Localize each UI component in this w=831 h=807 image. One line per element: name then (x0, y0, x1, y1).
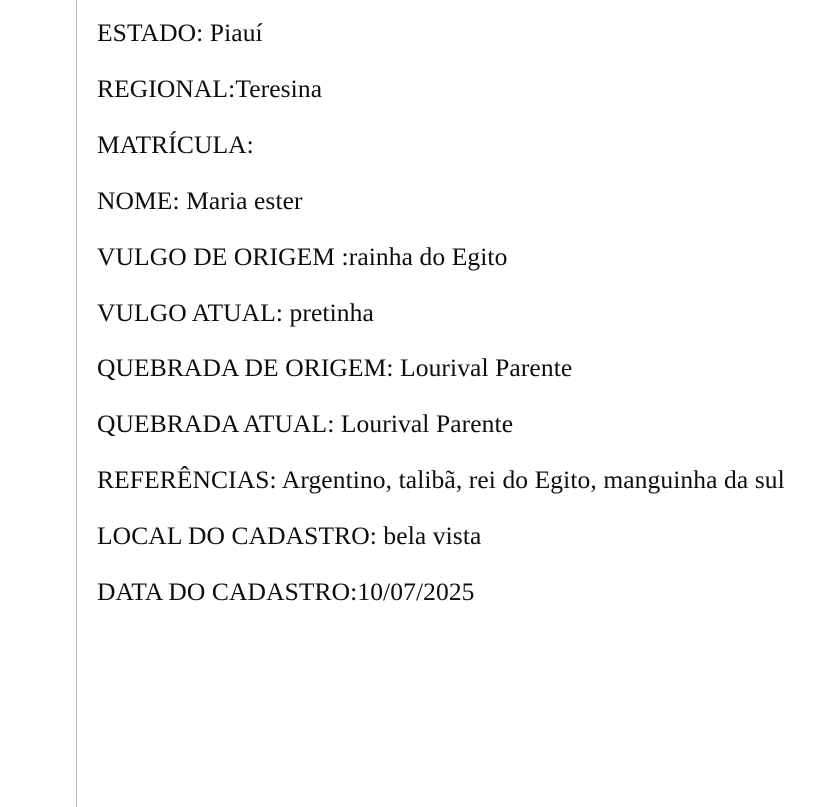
field-vulgo-atual-value: pretinha (283, 297, 374, 327)
field-quebrada-origem-label: QUEBRADA DE ORIGEM: (97, 353, 394, 383)
field-matricula (97, 128, 813, 162)
field-local-cadastro (97, 519, 813, 553)
field-local-cadastro-label: LOCAL DO CADASTRO: (97, 521, 377, 551)
field-quebrada-origem-value: Lourival Parente (393, 353, 573, 383)
field-referencias-label: REFERÊNCIAS: (97, 465, 277, 495)
field-local-cadastro-value: bela vista (376, 521, 482, 551)
field-nome-value: Maria ester (179, 185, 303, 215)
field-regional-label: REGIONAL: (97, 73, 236, 103)
field-quebrada-atual-value: Lourival Parente (334, 409, 514, 439)
field-vulgo-origem-value: rainha do Egito (348, 241, 508, 271)
field-vulgo-origem-label: VULGO DE ORIGEM : (97, 241, 349, 271)
field-data-cadastro-label: DATA DO CADASTRO: (97, 577, 358, 607)
field-quebrada-atual-label: QUEBRADA ATUAL: (97, 409, 335, 439)
field-referencias (97, 463, 813, 497)
field-data-cadastro-value: 10/07/2025 (357, 577, 475, 607)
field-quebrada-atual (97, 407, 813, 441)
field-matricula-label: MATRÍCULA: (97, 129, 254, 159)
field-referencias-value: Argentino, talibã, rei do Egito, manguinha da sul (276, 465, 785, 495)
field-quebrada-origem (97, 351, 813, 385)
field-nome-label: NOME: (97, 185, 180, 215)
field-estado-value: Piauí (203, 18, 263, 47)
field-regional-value: Teresina (235, 73, 323, 103)
field-vulgo-atual-label: VULGO ATUAL: (97, 297, 284, 327)
field-nome (97, 184, 813, 218)
margin-rule-line (76, 0, 77, 807)
field-vulgo-atual (97, 296, 813, 330)
record-field-list (97, 0, 813, 609)
field-estado-label: ESTADO: (97, 18, 204, 47)
field-estado (97, 16, 813, 50)
field-vulgo-origem (97, 240, 813, 274)
field-regional (97, 72, 813, 106)
field-data-cadastro (97, 575, 813, 609)
